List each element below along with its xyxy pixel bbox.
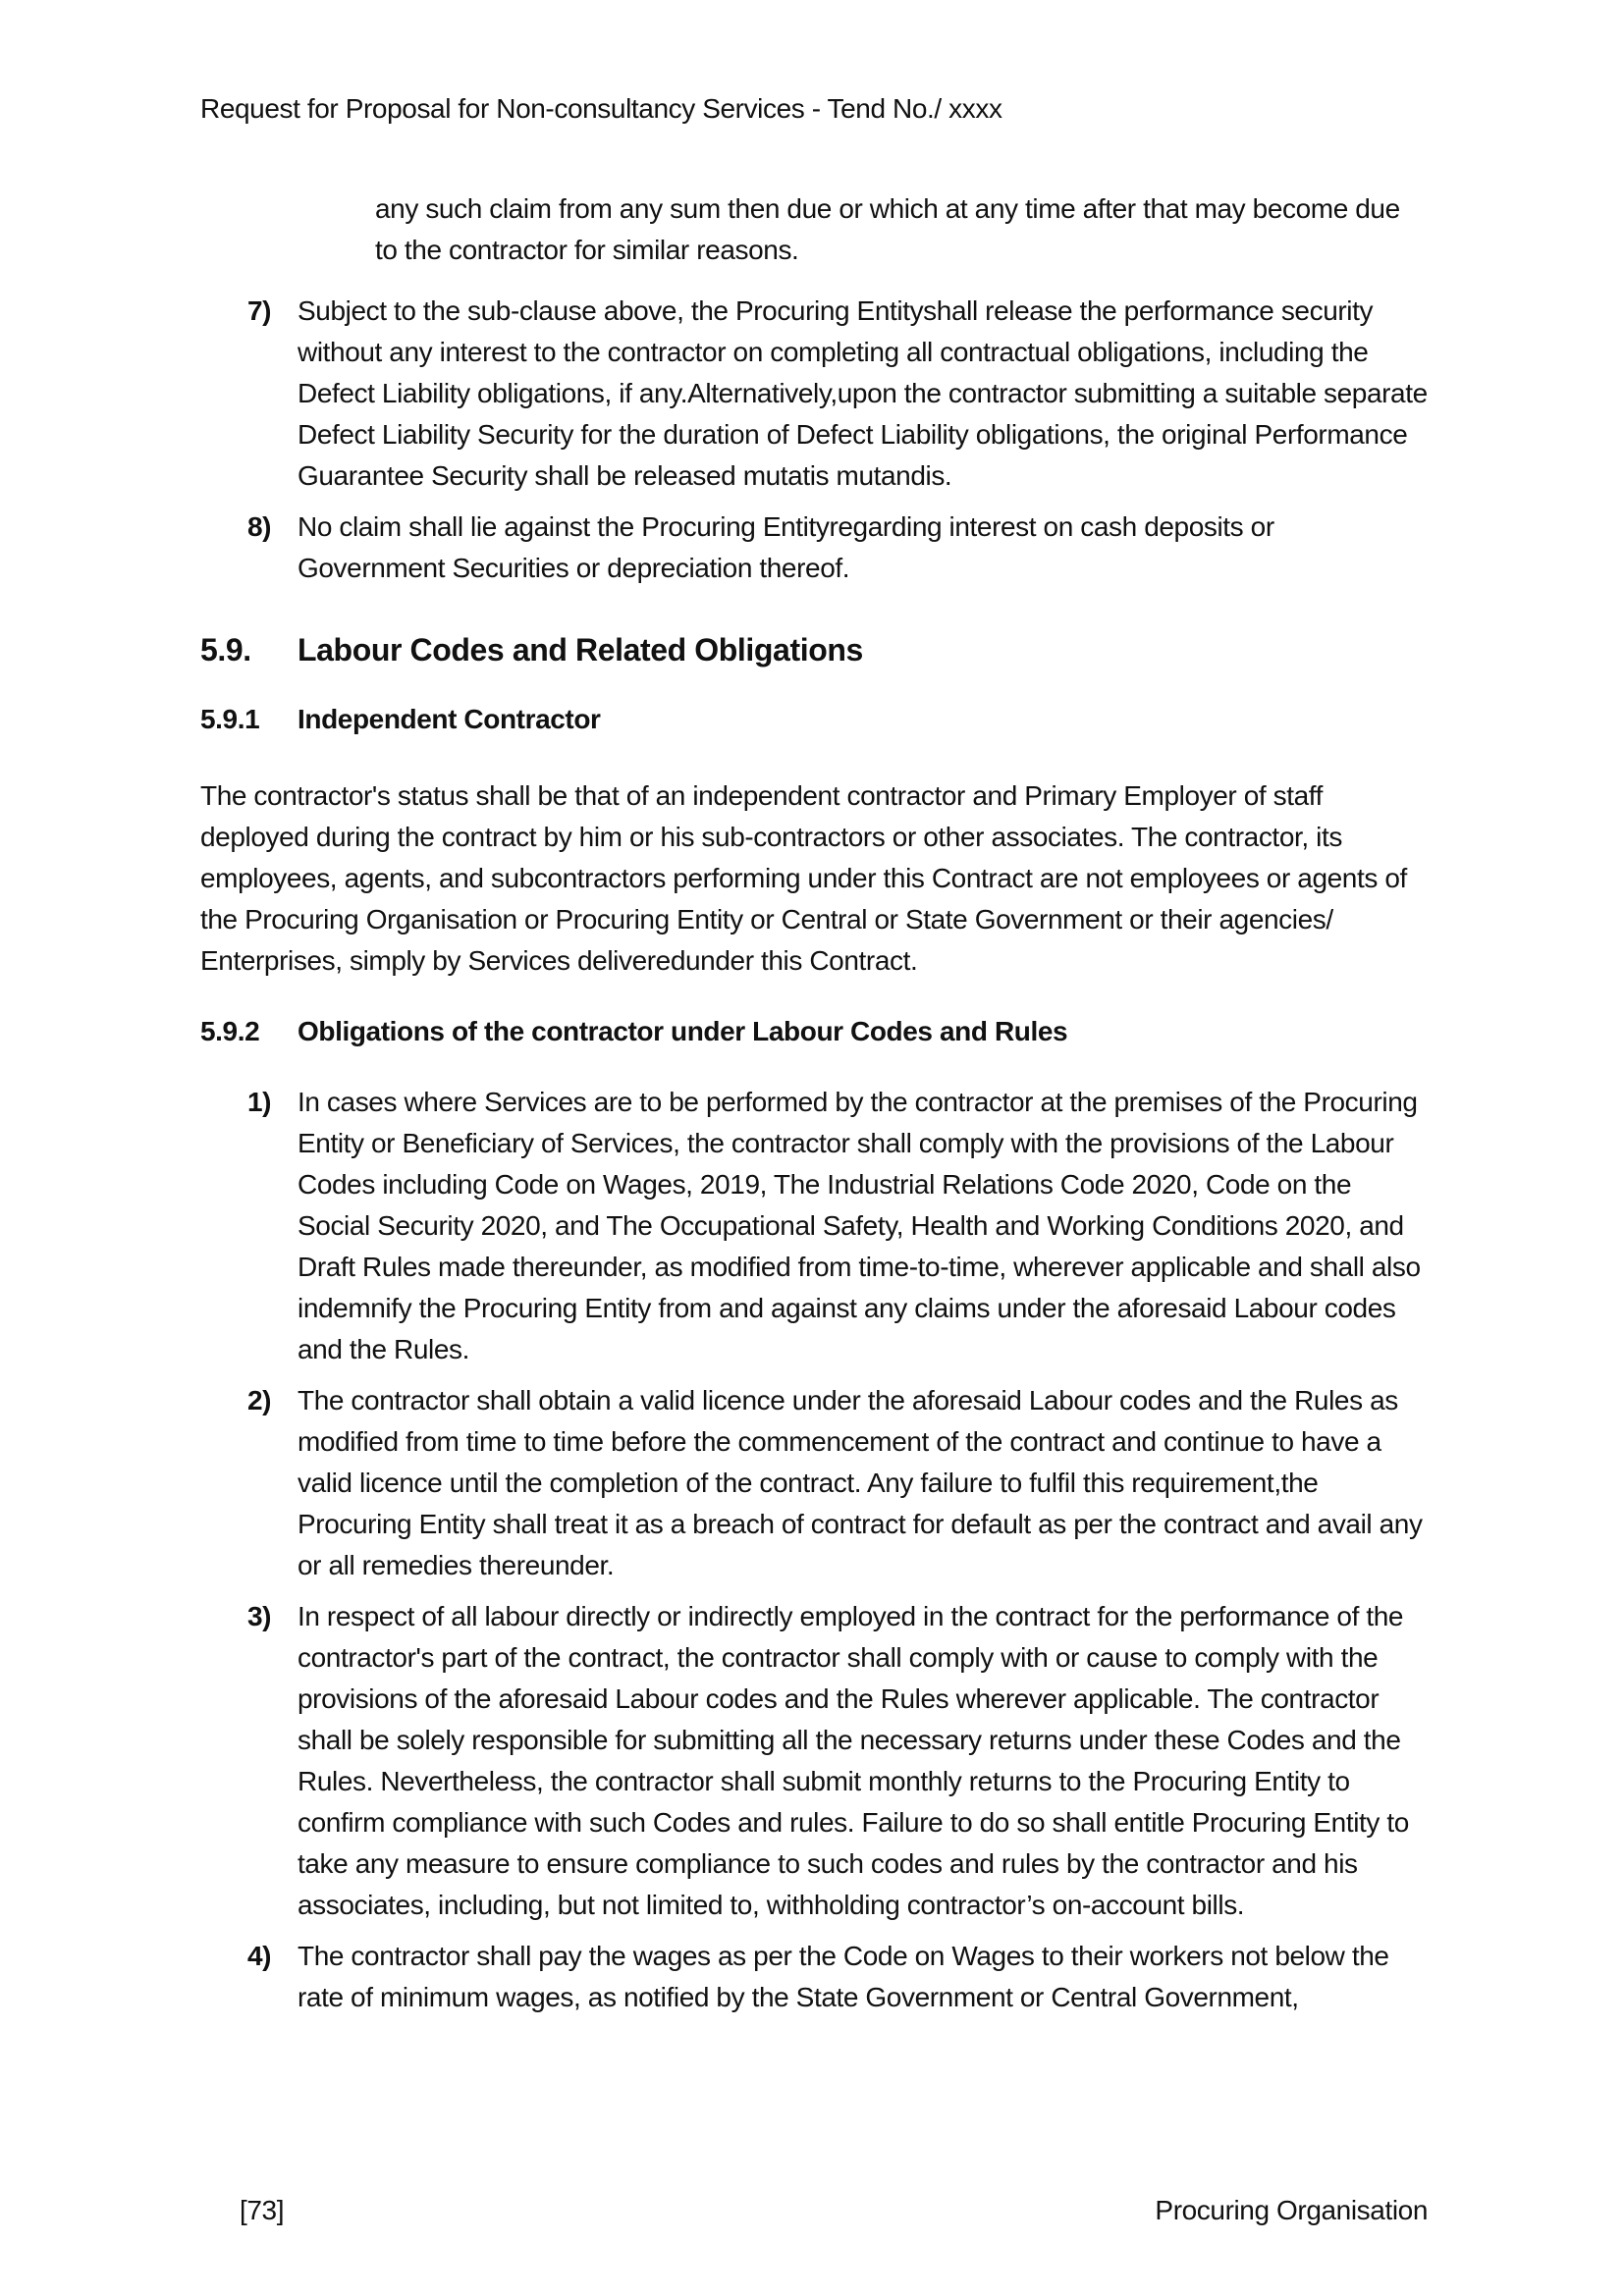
list-item-text: The contractor shall obtain a valid licence under the aforesaid Labour codes and the Rules as modified from time to time before the commencement of the contract and continue to have a valid licence until the completion of the contract. Any failure to fulfil this requirement,the Procuring Entity shall treat it as a breach of contract for default as per the contract and avail any or all remedies thereunder. — [298, 1385, 1423, 1580]
page-footer — [200, 2194, 1428, 2227]
document-body — [0, 188, 1624, 2018]
list-item — [200, 1380, 1428, 1586]
page-number: [73] — [240, 2195, 285, 2225]
list-item — [200, 291, 1428, 497]
footer-organisation: Procuring Organisation — [1155, 2195, 1428, 2225]
list-item-number: 3) — [247, 1601, 272, 1631]
list-item — [200, 1596, 1428, 1926]
list-item-text: In respect of all labour directly or indirectly employed in the contract for the performance of the contractor's part of the contract, the contractor shall comply with or cause to comply with the provisions of the aforesaid Labour codes and the Rules wherever applicable. The contractor shall be solely responsible for submitting all the necessary returns under these Codes and the Rules. Nevertheless, the contractor shall submit monthly returns to the Procuring Entity to confirm compliance with such Codes and rules. Failure to do so shall entitle Procuring Entity to take any measure to ensure compliance to such codes and rules by the contractor and his associates, including, but not limited to, withholding contractor’s on-account bills. — [298, 1601, 1409, 1920]
list-item — [200, 1936, 1428, 2018]
list-item-text: No claim shall lie against the Procuring Entityregarding interest on cash deposits or Government Securities or depreciation thereof. — [298, 511, 1274, 583]
list-item — [200, 1082, 1428, 1370]
paragraph-independent-contractor: The contractor's status shall be that of an independent contractor and Primary Employer of staff deployed during the contract by him or his sub-contractors or other associates. The contractor, its employees, agents, and subcontractors performing under this Contract are not employees or agents of the Procuring Organisation or Procuring Entity or Central or State Government or their agencies/ Enterprises, simply by Services deliveredunder this Contract. — [200, 780, 1407, 976]
subsection-heading-obligations — [200, 1011, 1428, 1052]
list-item-text: The contractor shall pay the wages as per the Code on Wages to their workers not below the rate of minimum wages, as notified by the State Government or Central Government, — [298, 1941, 1389, 2012]
numbered-list-performance-security — [200, 291, 1428, 589]
list-item — [200, 507, 1428, 589]
section-heading-labour-codes — [200, 628, 1428, 671]
list-item-number: 7) — [247, 295, 272, 326]
list-item-number: 1) — [247, 1087, 272, 1117]
list-item-number: 8) — [247, 511, 272, 542]
subsection-heading-independent-contractor — [200, 699, 1428, 740]
subsection-title: Obligations of the contractor under Labour Codes and Rules — [298, 1016, 1068, 1046]
section-title: Labour Codes and Related Obligations — [298, 632, 863, 667]
subsection-number: 5.9.2 — [200, 1016, 260, 1046]
list-item-text: Subject to the sub-clause above, the Procuring Entityshall release the performance security without any interest to the contractor on completing all contractual obligations, including the Defect Liability obligations, if any.Alternatively,upon the contractor submitting a suitable separate Defect Liability Security for the duration of Defect Liability obligations, the original Performance Guarantee Security shall be released mutatis mutandis. — [298, 295, 1428, 491]
page-header-title: Request for Proposal for Non-consultancy Services - Tend No./ xxxx — [200, 93, 1002, 124]
list-item-number: 4) — [247, 1941, 272, 1971]
subsection-title: Independent Contractor — [298, 704, 601, 734]
numbered-list-obligations — [200, 1082, 1428, 2018]
page-header — [0, 92, 1624, 126]
section-number: 5.9. — [200, 632, 251, 667]
list-item-number: 2) — [247, 1385, 272, 1415]
continuation-paragraph: any such claim from any sum then due or which at any time after that may become due to the contractor for similar reasons. — [375, 193, 1400, 265]
list-item-text: In cases where Services are to be performed by the contractor at the premises of the Procuring Entity or Beneficiary of Services, the contractor shall comply with the provisions of the Labour Codes including Code on Wages, 2019, The Industrial Relations Code 2020, Code on the Social Security 2020, and The Occupational Safety, Health and Working Conditions 2020, and Draft Rules made thereunder, as modified from time-to-time, wherever applicable and shall also indemnify the Procuring Entity from and against any claims under the aforesaid Labour codes and the Rules. — [298, 1087, 1421, 1364]
subsection-number: 5.9.1 — [200, 704, 260, 734]
